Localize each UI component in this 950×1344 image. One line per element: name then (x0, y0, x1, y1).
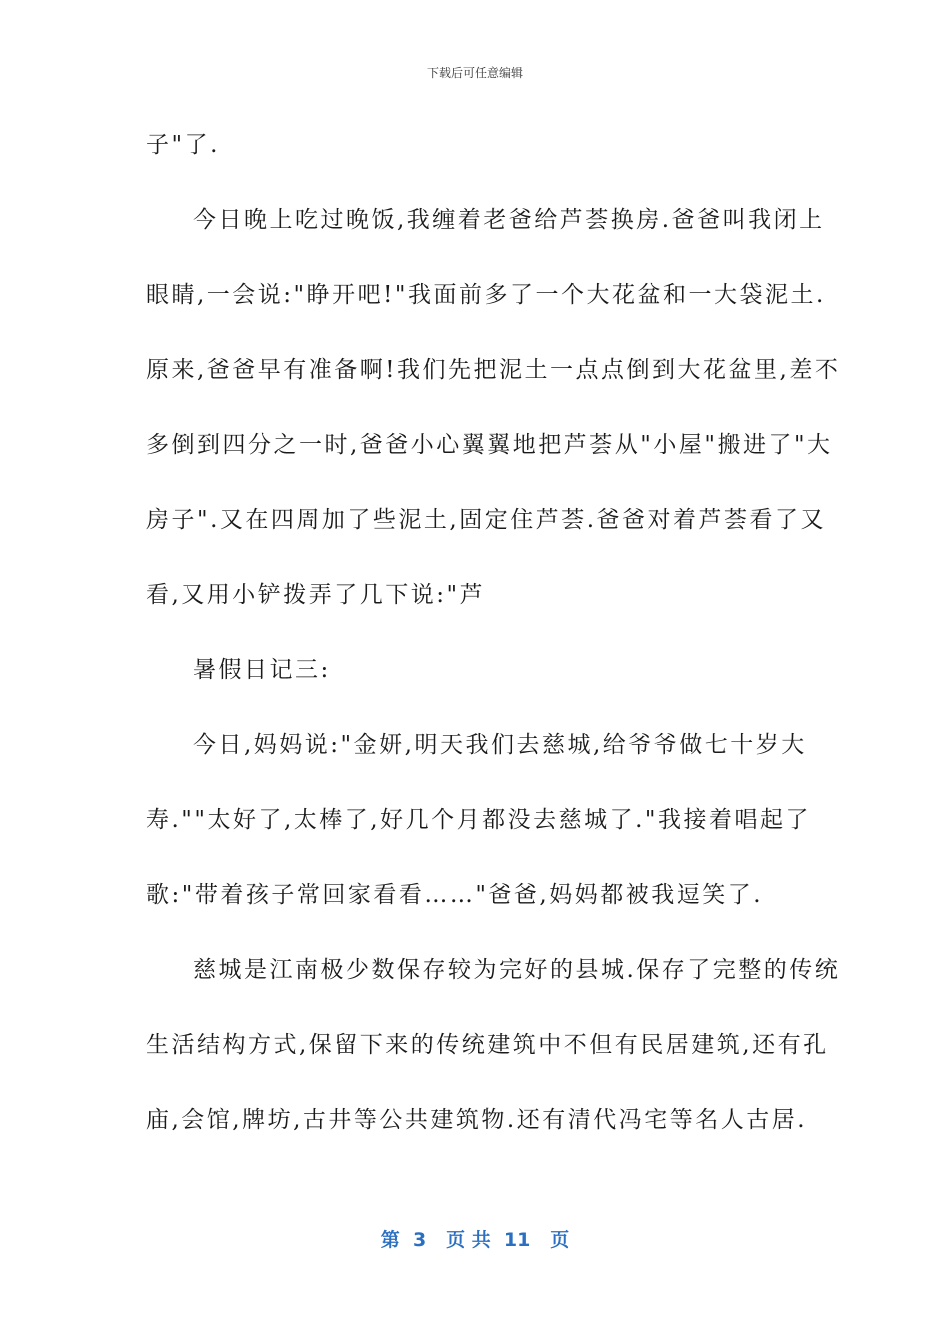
text-line: 子"了. (146, 132, 220, 158)
text-line: 今日,妈妈说:"金妍,明天我们去慈城,给爷爷做七十岁大 (193, 732, 807, 758)
page-footer: 第 3 页 共 11 页 (380, 1229, 570, 1251)
text-line: 眼睛,一会说:"睁开吧!"我面前多了一个大花盆和一大袋泥土. (146, 282, 826, 308)
text-line: 看,又用小铲拨弄了几下说:"芦 (146, 582, 486, 608)
page-header: 下载后可任意编辑 (426, 66, 523, 80)
text-line: 慈城是江南极少数保存较为完好的县城.保存了完整的传统 (193, 957, 841, 983)
text-line: 寿.""太好了,太棒了,好几个月都没去慈城了."我接着唱起了 (146, 807, 811, 833)
text-line: 原来,爸爸早有准备啊!我们先把泥土一点点倒到大花盆里,差不 (146, 357, 841, 383)
text-line: 歌:"带着孩子常回家看看……"爸爸,妈妈都被我逗笑了. (146, 882, 764, 908)
document-body (146, 118, 841, 1168)
text-line: 今日晚上吃过晚饭,我缠着老爸给芦荟换房.爸爸叫我闭上 (193, 207, 825, 233)
section-heading: 暑假日记三: (193, 657, 331, 683)
text-line: 庙,会馆,牌坊,古井等公共建筑物.还有清代冯宅等名人古居. (146, 1107, 808, 1133)
text-line: 多倒到四分之一时,爸爸小心翼翼地把芦荟从"小屋"搬进了"大 (146, 432, 833, 458)
text-line: 房子".又在四周加了些泥土,固定住芦荟.爸爸对着芦荟看了又 (146, 507, 827, 533)
text-line: 生活结构方式,保留下来的传统建筑中不但有民居建筑,还有孔 (146, 1032, 829, 1058)
